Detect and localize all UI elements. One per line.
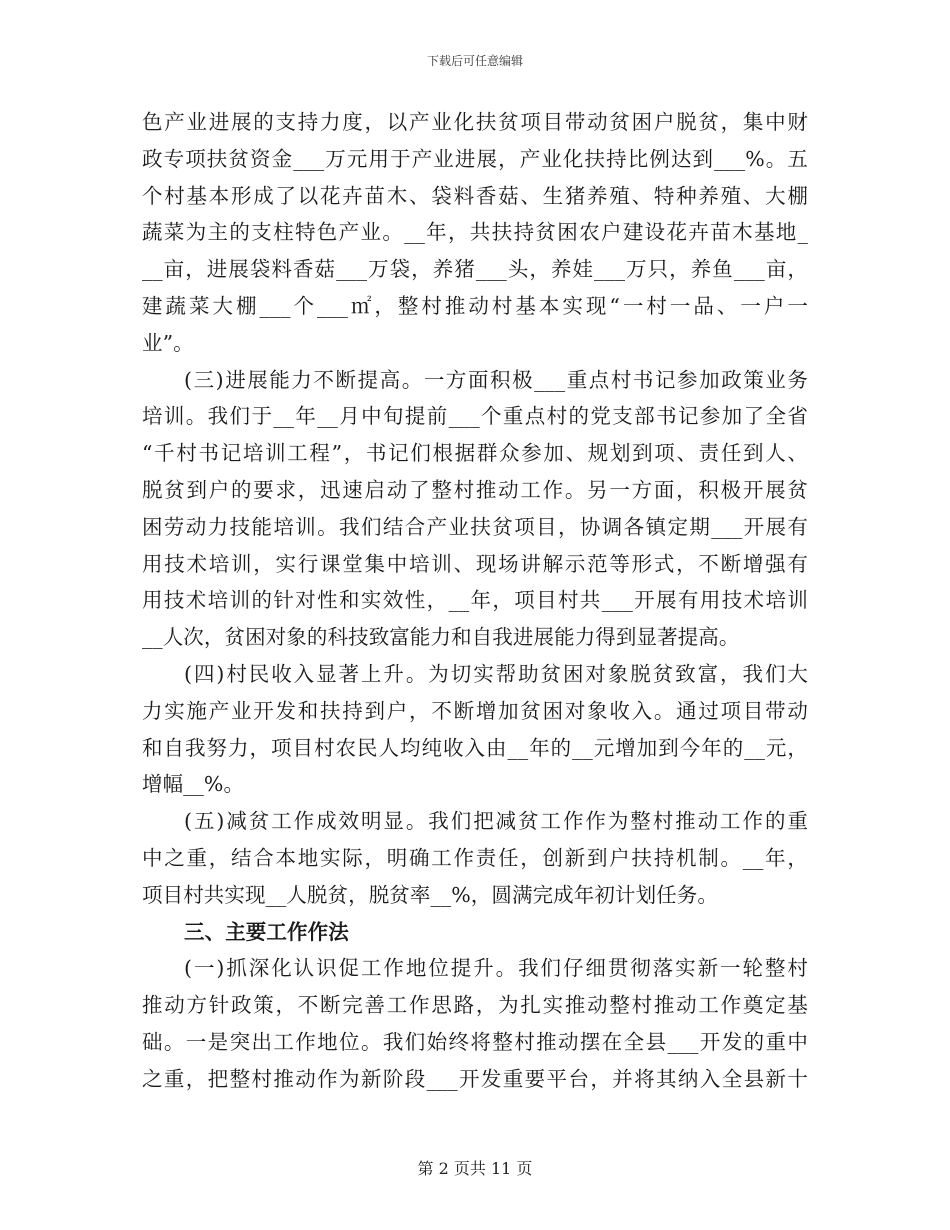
- text-line: 蔬菜为主的支柱特色产业。__年，共扶持贫困农户建设花卉苗木基地_: [142, 220, 808, 245]
- text-line: 业”。: [142, 330, 194, 355]
- text-line: 个村基本形成了以花卉苗木、袋料香菇、生猪养殖、特种养殖、大棚: [142, 183, 808, 208]
- text-line: 脱贫到户的要求，迅速启动了整村推动工作。另一方面，积极开展贫: [142, 477, 808, 502]
- text-line: 力实施产业开发和扶持到户，不断增加贫困对象收入。通过项目带动: [142, 698, 808, 723]
- text-line: 用技术培训，实行课堂集中培训、现场讲解示范等形式，不断增强有: [142, 551, 808, 576]
- text-line: 中之重，结合本地实际，明确工作责任，创新到户扶持机制。__年，: [142, 845, 808, 870]
- text-line: 项目村共实现__人脱贫，脱贫率__%，圆满完成年初计划任务。: [142, 882, 718, 907]
- text-line: 培训。我们于__年__月中旬提前___个重点村的党支部书记参加了全省: [142, 404, 808, 429]
- text-line: (三)进展能力不断提高。一方面积极___重点村书记参加政策业务: [184, 367, 808, 392]
- text-line: 政专项扶贫资金___万元用于产业进展，产业化扶持比例达到___%。五: [142, 146, 808, 171]
- text-line: 之重，把整村推动作为新阶段___开发重要平台，并将其纳入全县新十: [142, 1066, 808, 1091]
- text-line: “千村书记培训工程”，书记们根据群众参加、规划到项、责任到人、: [142, 441, 808, 466]
- text-line: 和自我努力，项目村农民人均纯收入由__年的__元增加到今年的__元，: [142, 735, 808, 760]
- text-line: __人次，贫困对象的科技致富能力和自我进展能力得到显著提高。: [142, 625, 740, 650]
- text-line: __亩，进展袋料香菇___万袋，养猪___头，养娃___万只，养鱼___亩，: [142, 257, 808, 282]
- text-line: (一)抓深化认识促工作地位提升。我们仔细贯彻落实新一轮整村: [184, 956, 808, 981]
- page-number: 第 2 页共 11 页: [417, 1159, 533, 1178]
- text-line: 推动方针政策，不断完善工作思路，为扎实推动整村推动工作奠定基: [142, 993, 808, 1018]
- text-line: 增幅__%。: [142, 772, 245, 797]
- header-note: 下载后可任意编辑: [426, 54, 523, 68]
- document-body: [142, 104, 808, 1098]
- text-line: 建蔬菜大棚___个___㎡，整村推动村基本实现“一村一品、一户一: [142, 293, 808, 318]
- text-line: 色产业进展的支持力度，以产业化扶贫项目带动贫困户脱贫，集中财: [142, 110, 808, 134]
- text-line: 础。一是突出工作地位。我们始终将整村推动摆在全县___开发的重中: [142, 1029, 808, 1054]
- section-heading: 三、主要工作作法: [184, 919, 349, 944]
- text-line: (五)减贫工作成效明显。我们把减贫工作作为整村推动工作的重: [184, 809, 808, 834]
- text-line: 困劳动力技能培训。我们结合产业扶贫项目，协调各镇定期___开展有: [142, 514, 808, 539]
- text-line: 用技术培训的针对性和实效性，__年，项目村共___开展有用技术培训: [142, 588, 808, 613]
- text-line: (四)村民收入显著上升。为切实帮助贫困对象脱贫致富，我们大: [184, 661, 808, 686]
